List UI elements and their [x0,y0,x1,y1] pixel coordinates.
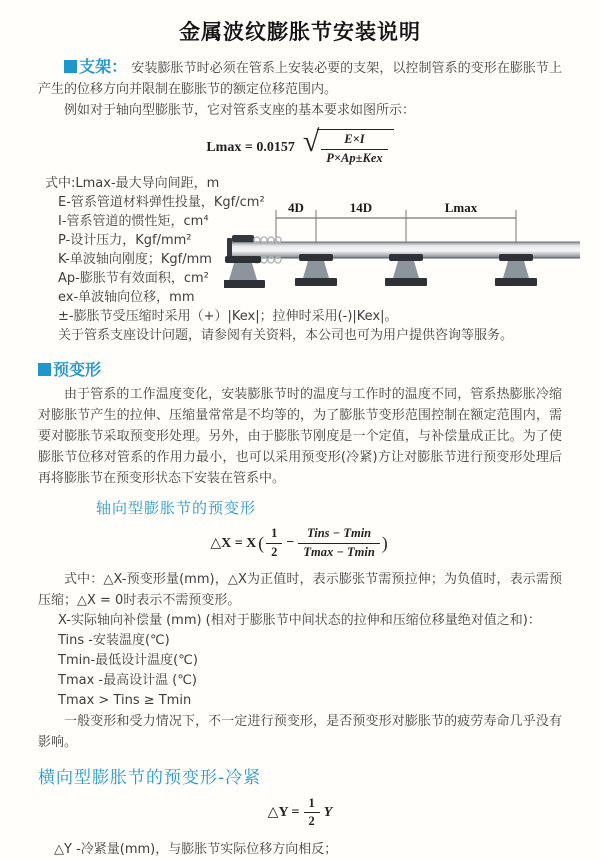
lmax-formula-lhs: Lmax = 0.0157 [206,139,295,155]
pipe-support-diagram-svg [224,202,582,298]
definition-line: K-单波轴向刚度；Kgf/mm [58,252,212,268]
definition-line: P-设计压力，Kgf/mm² [58,233,192,249]
pipe-support-diagram [224,202,582,298]
axial-preform-heading: 轴向型膨胀节的预变形 [96,499,257,518]
support-intro-paragraph [38,56,562,100]
dx-temp-den: Tmax − Tmin [303,544,375,559]
dy-den: 2 [308,814,315,829]
definition-line: Ap-膨胀节有效面积，cm² [58,271,209,287]
preform-section-heading [38,360,562,380]
dim-label-4d: 4D [288,200,304,216]
delta-y-formula [38,796,562,830]
variable-line: Tmin-最低设计温度(℃) [58,652,198,668]
dim-label-lmax: Lmax [444,200,478,216]
lmax-formula-denominator: P×Ap±Kex [326,150,383,165]
dy-rhs: Y [323,804,333,820]
axial-explain-paragraph: 式中：△X-预变形量(mm)，△X为正值时，表示膨张节需预拉伸；为负值时，表示需预压缩；△X = 0时表示不需预变形。 [38,571,562,608]
definition-line: E-管系管道材料弹性投量，Kgf/cm² [58,195,265,211]
delta-x-formula [38,526,562,560]
page-title: 金属波纹膨胀节安装说明 [179,20,421,44]
lateral-preform-heading: 横向型膨胀节的预变形-冷紧 [38,767,262,788]
definition-line: I-管系管道的惯性矩，cm⁴ [58,214,209,230]
dx-half-den: 2 [271,544,278,559]
dim-label-14d: 14D [349,200,373,216]
variable-line: Tmax -最高设计温 (℃) [58,672,197,688]
blue-square-icon [38,363,51,376]
saddle-supports [224,254,537,288]
dx-minus: − [286,535,295,551]
definition-line: 关于管系支座设计问题，请参阅有关资料，本公司也可为用户提供咨询等服务。 [58,328,514,344]
dx-lhs: △X = X [210,535,257,551]
definition-line: ±-膨胀节受压缩时采用（+）|Kex|；拉伸时采用(-)|Kex|。 [58,309,398,325]
lmax-formula [38,125,562,166]
definitions-and-diagram [38,174,562,346]
dx-close-paren: ) [381,532,388,553]
support-section-heading [64,57,127,76]
sqrt-radical [302,125,394,166]
lmax-formula-numerator: E×I [321,132,387,150]
dy-num: 1 [304,796,320,814]
dx-half-num: 1 [266,526,282,544]
dx-open-paren: ( [258,532,265,553]
definition-line: 式中:Lmax-最大导向间距，m [45,176,220,192]
variable-line: Tmax > Tins ≥ Tmin [58,692,192,708]
lateral-explain-line: △Y -冷紧量(mm)，与膨胀节实际位移方向相反； [54,841,338,857]
axial-note-line: 一般变形和受力情况下，不一定进行预变形，是否预变形对膨胀节的疲劳寿命几乎没有影响。 [38,713,562,750]
blue-square-icon [64,60,77,73]
variable-line: X-实际轴向补偿量 (mm) (相对于膨胀节中间状态的拉伸和压缩位移量绝对值之和)： [58,612,541,628]
support-heading-label: 支架： [79,57,128,76]
support-intro-text: 安装膨胀节时必须在管系上安装必要的支架，以控制管系的变形在膨胀节上产生的位移方向并限制在膨胀节的额定位移范围内。 [38,61,562,97]
dy-lhs: △Y = [267,805,300,821]
variable-line: Tins -安装温度(℃) [58,632,170,648]
preform-heading-label: 预变形 [53,360,102,380]
radical-sign: √ [302,125,320,158]
definition-line: ex-单波轴向位移，mm [58,290,195,306]
preform-paragraph: 由于管系的工作温度变化，安装膨胀节时的温度与工作时的温度不同，管系热膨胀冷缩对膨胀节产生的拉伸、压缩量常常是不均等的，为了膨胀节变形范围控制在额定范围内，需要对膨胀节采取预变形处理。另外，由于膨胀节刚度是一个定值，与补偿量成正比。为了使膨胀节位移对管系的作用力最小，也可以采用预变形(冷紧)方让对膨胀节进行预变形处理后再将膨胀节在预变形状态下安装在管系中。 [38,387,562,487]
axial-variable-lines [38,611,562,711]
support-example-line: 例如对于轴向型膨胀节，它对管系支座的基本要求如图所示： [64,103,416,118]
dx-temp-num: Tins − Tmin [298,526,379,544]
